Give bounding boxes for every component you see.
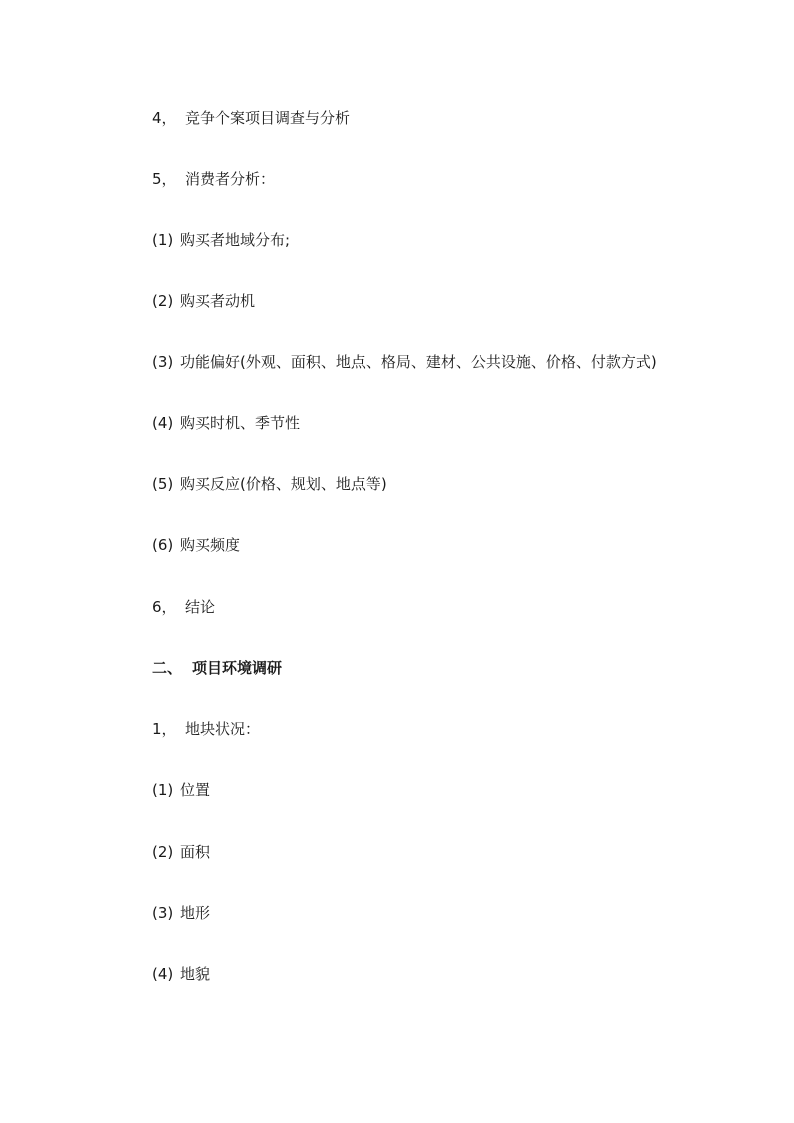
item-text: 地形 bbox=[180, 904, 211, 922]
sub-item-4 bbox=[152, 413, 300, 433]
item-text: 购买者动机 bbox=[180, 292, 256, 310]
section-number: 二、 bbox=[152, 659, 183, 677]
sub-item-3 bbox=[152, 352, 657, 372]
list-item-1 bbox=[152, 719, 260, 739]
sub-item-6 bbox=[152, 535, 240, 555]
item-text: 结论 bbox=[185, 598, 216, 616]
list-item-5 bbox=[152, 169, 275, 189]
sub-item-1 bbox=[152, 780, 210, 800]
sub-item-1 bbox=[152, 230, 290, 250]
item-number: (3) bbox=[152, 353, 174, 371]
sub-item-5 bbox=[152, 474, 387, 494]
section-heading bbox=[152, 658, 282, 678]
item-text: 购买者地域分布; bbox=[180, 231, 291, 249]
section-title: 项目环境调研 bbox=[192, 659, 283, 677]
item-text: 消费者分析： bbox=[185, 170, 276, 188]
item-text: 购买频度 bbox=[180, 536, 241, 554]
item-number: (3) bbox=[152, 904, 174, 922]
sub-item-2 bbox=[152, 842, 210, 862]
sub-item-2 bbox=[152, 291, 255, 311]
item-number: (5) bbox=[152, 475, 174, 493]
item-text: 购买时机、季节性 bbox=[180, 414, 301, 432]
item-text: 地貌 bbox=[180, 965, 211, 983]
item-number: (1) bbox=[152, 781, 174, 799]
item-number: (4) bbox=[152, 414, 174, 432]
item-number: 6， bbox=[152, 598, 177, 616]
list-item-4 bbox=[152, 108, 350, 128]
sub-item-3 bbox=[152, 903, 210, 923]
item-number: (6) bbox=[152, 536, 174, 554]
item-text: 购买反应(价格、规划、地点等) bbox=[180, 475, 387, 493]
item-number: (2) bbox=[152, 843, 174, 861]
item-number: 4， bbox=[152, 109, 177, 127]
list-item-6 bbox=[152, 597, 215, 617]
item-number: 1， bbox=[152, 720, 177, 738]
item-text: 位置 bbox=[180, 781, 211, 799]
item-text: 竞争个案项目调查与分析 bbox=[185, 109, 351, 127]
item-text: 面积 bbox=[180, 843, 211, 861]
item-text: 地块状况： bbox=[185, 720, 261, 738]
item-number: (2) bbox=[152, 292, 174, 310]
item-number: (1) bbox=[152, 231, 174, 249]
item-text: 功能偏好(外观、面积、地点、格局、建材、公共设施、价格、付款方式) bbox=[180, 353, 657, 371]
item-number: (4) bbox=[152, 965, 174, 983]
sub-item-4 bbox=[152, 964, 210, 984]
item-number: 5， bbox=[152, 170, 177, 188]
